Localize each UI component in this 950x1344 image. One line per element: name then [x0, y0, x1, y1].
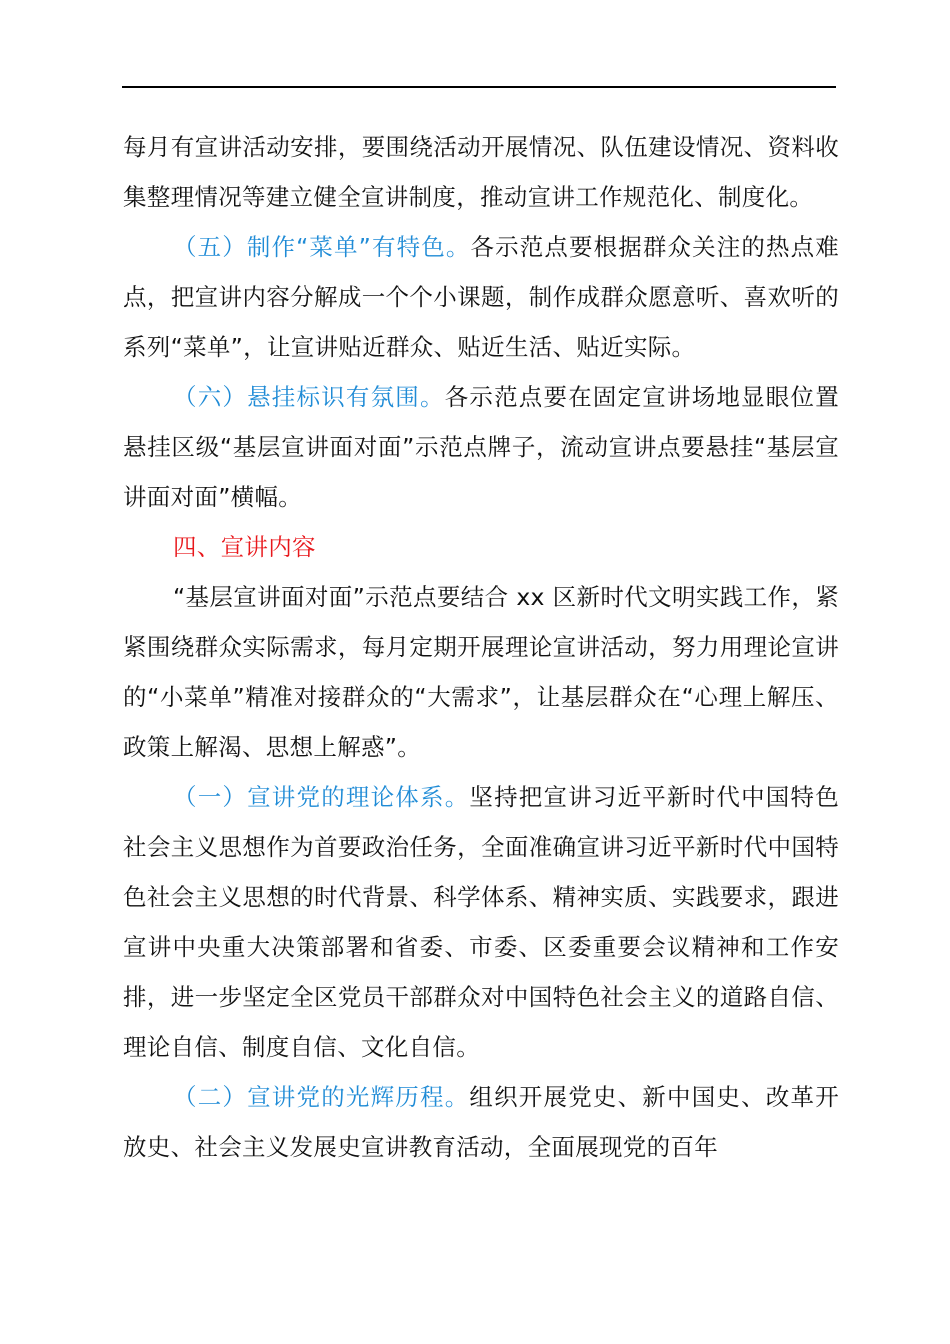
paragraph-signage — [123, 372, 839, 522]
paragraph-content-intro — [123, 572, 839, 772]
paragraph-theory — [123, 772, 839, 1072]
header-rule — [122, 86, 836, 88]
subheading: （二）宣讲党的光辉历程。 — [173, 1083, 470, 1111]
paragraph-text: “基层宣讲面对面”示范点要结合 xx 区新时代文明实践工作，紧紧围绕群众实际需求，每月定期开展理论宣讲活动，努力用理论宣讲的“小菜单”精准对接群众的“大需求”，让基层群众在“心理上解压、政策上解渴、思想上解惑”。 — [123, 583, 839, 761]
subheading: （五）制作“菜单”有特色。 — [173, 233, 471, 261]
document-body — [123, 122, 839, 1172]
paragraph-text: 各示范点要根据群众关注的热点难点，把宣讲内容分解成一个个小课题，制作成群众愿意听、喜欢听的系列“菜单”，让宣讲贴近群众、贴近生活、贴近实际。 — [123, 233, 840, 361]
paragraph-text: 各示范点要在固定宣讲场地显眼位置悬挂区级“基层宣讲面对面”示范点牌子，流动宣讲点要悬挂“基层宣讲面对面”横幅。 — [123, 383, 839, 511]
paragraph-text: 组织开展党史、新中国史、改革开放史、社会主义发展史宣讲教育活动，全面展现党的百年 — [123, 1083, 840, 1161]
section-heading — [123, 522, 839, 572]
paragraph-menu — [123, 222, 839, 372]
paragraph-text: 坚持把宣讲习近平新时代中国特色社会主义思想作为首要政治任务，全面准确宣讲习近平新时代中国特色社会主义思想的时代背景、科学体系、精神实质、实践要求，跟进宣讲中央重大决策部署和省委、市委、区委重要会议精神和工作安排，进一步坚定全区党员干部群众对中国特色社会主义的道路自信、理论自信、制度自信、文化自信。 — [123, 783, 840, 1061]
paragraph-continuation — [123, 122, 839, 222]
paragraph-history — [123, 1072, 839, 1172]
paragraph-text: 每月有宣讲活动安排，要围绕活动开展情况、队伍建设情况、资料收集整理情况等建立健全宣讲制度，推动宣讲工作规范化、制度化。 — [123, 133, 839, 211]
subheading: （六）悬挂标识有氛围。 — [173, 383, 445, 411]
section-heading-text: 四、宣讲内容 — [173, 533, 316, 561]
subheading: （一）宣讲党的理论体系。 — [173, 783, 470, 811]
